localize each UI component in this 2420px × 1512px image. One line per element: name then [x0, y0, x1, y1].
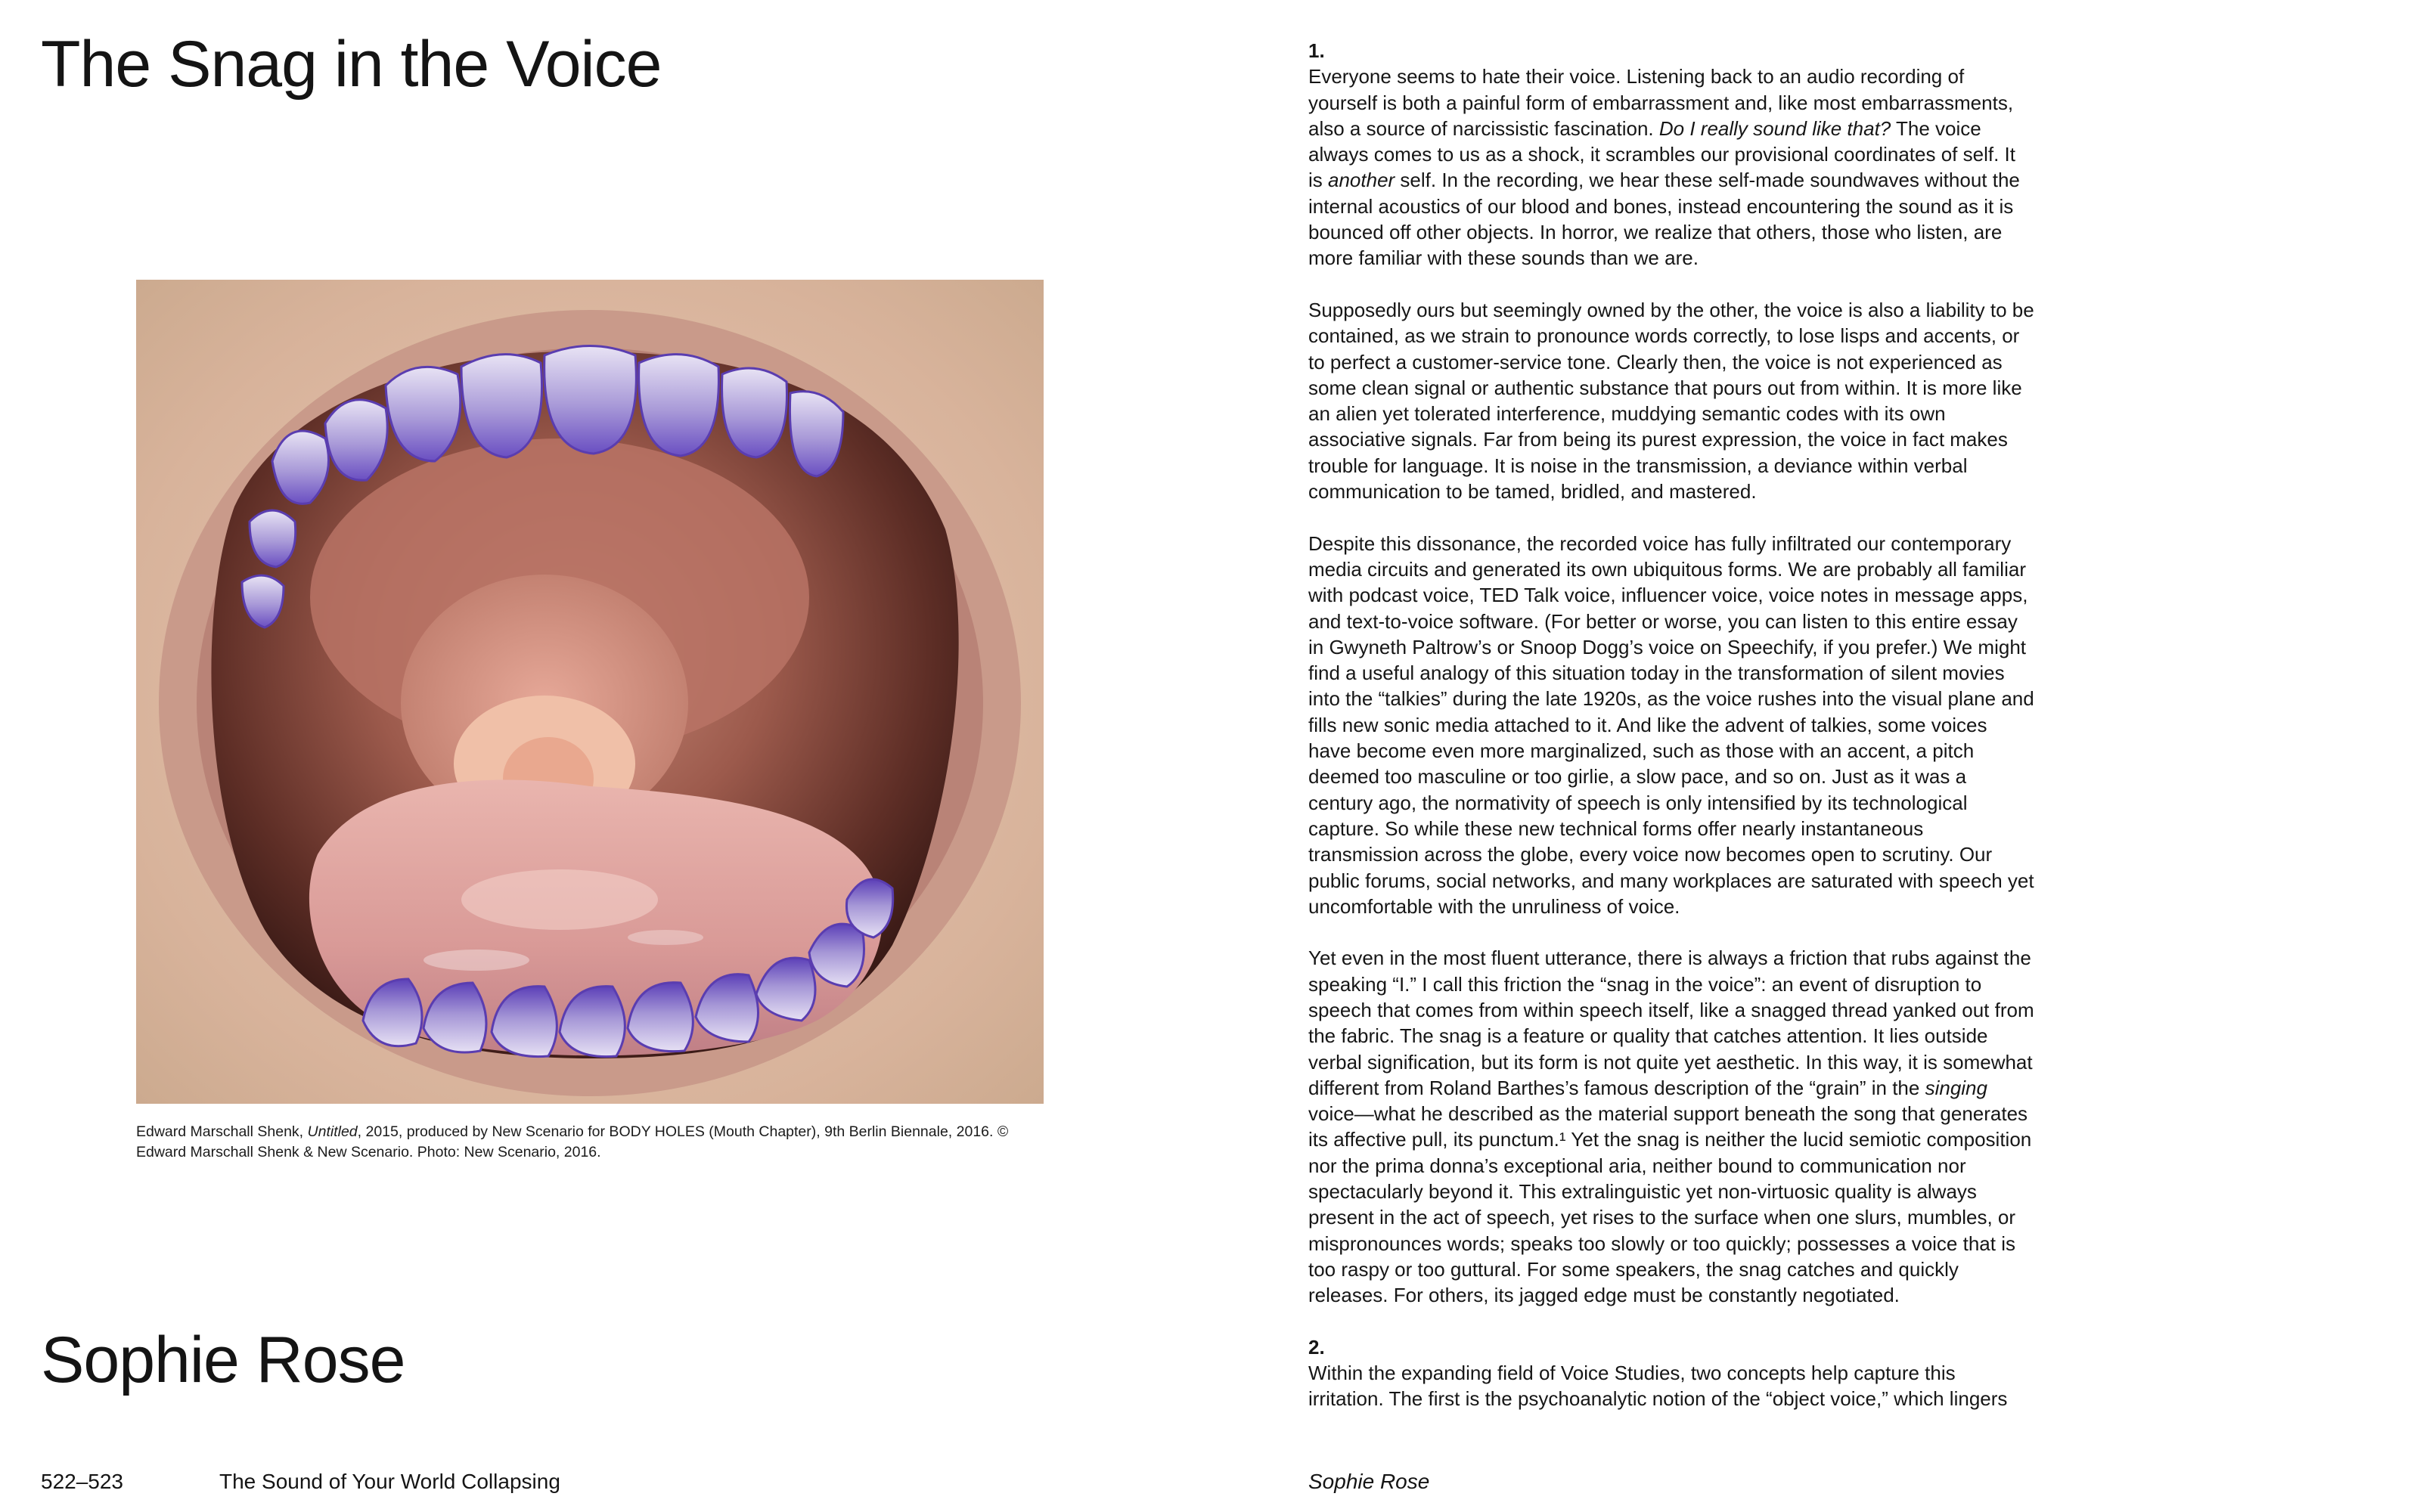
section-number-2: 2.: [1308, 1335, 1325, 1359]
paragraph-4: Yet even in the most fluent utterance, there is always a friction that rubs against the speaking “I.” I call this friction the “snag in the voice”: an event of disruption to speech that comes from within speech itself, like a snagged thread yanked out from the fabric. The snag is a feature or quality that catches attention. It lies outside verbal signification, but its form is not quite yet aesthetic. In this way, it is somewhat different from Roland Barthes’s famous description of the “grain” in the singing voice—what he described as the material support beneath the song that generates its affective pull, its punctum.¹ Yet the snag is neither the lucid semiotic composition nor the prima donna’s exceptional aria, neither bound to communication nor spectacularly beyond it. This extralinguistic yet non-virtuosic quality is always present in the act of speech, yet rises to the surface when one slurs, mumbles, or mispronounces words; speaks too slowly or too quickly; possesses a voice that is too raspy or too guttural. For some speakers, the snag catches and quickly releases. For others, its jagged edge must be constantly negotiated.: [1308, 947, 2034, 1307]
footer-running-author: Sophie Rose: [1308, 1470, 1430, 1493]
paragraph-3: Despite this dissonance, the recorded voice has fully infiltrated our contemporary media circuits and generated its own ubiquitous forms. We are probably all familiar with podcast voice, TED Talk voice, influencer voice, voice notes in message apps, and text-to-voice software. (For better or worse, you can listen to this entire essay in Gwyneth Paltrow’s or Snoop Dogg’s voice on Speechify, if you prefer.) We might find a useful analogy of this situation today in the transformation of silent movies into the “talkies” during the late 1920s, as the voice rushes into the visual plane and fills new sonic media attached to it. And like the advent of talkies, some voices have become even more marginalized, such as those with an accent, a pitch deemed too masculine or too girlie, a slow pace, and so on. Just as it was a century ago, the normativity of speech is only intensified by its technological capture. So while these new technical forms offer nearly instantaneous transmission across the globe, every voice now becomes open to scrutiny. Our public forums, social networks, and many workplaces are saturated with speech yet uncomfortable with the unruliness of voice.: [1308, 531, 2034, 918]
author-name: Sophie Rose: [41, 1324, 405, 1396]
figure-photo-open-mouth: [136, 280, 1044, 1104]
right-page: [1210, 0, 2420, 1512]
article-body: [1308, 38, 2034, 1438]
figure-caption: Edward Marschall Shenk, Untitled, 2015, produced by New Scenario for BODY HOLES (Mouth Chapter), 9th Berlin Biennale, 2016. © Edward Marschall Shenk & New Scenario. Photo: New Scenario, 2016.: [136, 1123, 1009, 1160]
section-number-1: 1.: [1308, 39, 1325, 62]
paragraph-2: Supposedly ours but seemingly owned by the other, the voice is also a liability to be contained, as we strain to pronounce words correctly, to lose lisps and accents, or to perfect a customer-service tone. Clearly then, the voice is not experienced as some clean signal or authentic substance that pours out from within. It is more like an alien yet tolerated interference, muddying semantic codes with its own associative signals. Far from being its purest expression, the voice in fact makes trouble for language. It is noise in the transmission, a deviance within verbal communication to be tamed, bridled, and mastered.: [1308, 298, 2034, 503]
paragraph-5: Within the expanding field of Voice Studies, two concepts help capture this irritation. The first is the psychoanalytic notion of the “object voice,” which lingers: [1308, 1362, 2008, 1411]
footer-left: [41, 1470, 560, 1494]
page-numbers: 522–523: [41, 1470, 124, 1493]
article-title: The Snag in the Voice: [41, 28, 662, 101]
running-book-title: The Sound of Your World Collapsing: [219, 1470, 560, 1493]
paragraph-1: Everyone seems to hate their voice. Listening back to an audio recording of yourself is both a painful form of embarrassment and, like most embarrassments, also a source of narcissistic fascination. Do I really sound like that? The voice always comes to us as a shock, it scrambles our provisional coordinates of self. It is another self. In the recording, we hear these self-made soundwaves without the internal acoustics of our blood and bones, instead encountering the sound as it is bounced off other objects. In horror, we realize that others, those who listen, are more familiar with these sounds than we are.: [1308, 65, 2020, 270]
